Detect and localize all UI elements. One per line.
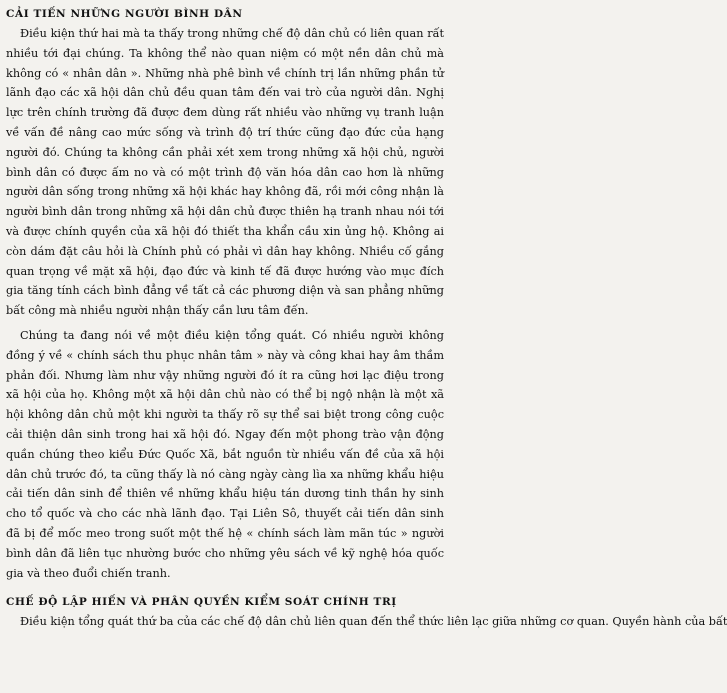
paragraph-common-people-2: Chúng ta đang nói về một điều kiện tổng quát. Có nhiều người không đồng ý về « chính sách thu phục nhân tâm » này và công khai hay âm thầm phản đối. Nhưng làm như vậy những người đó ít ra cũng hơi lạc điệu trong xã hội của họ. Không một xã hội dân chủ nào có thể bị ngộ nhận là một xã hội không dân chủ một khi người ta thấy rõ sự thể sai biệt trong công cuộc cải thiện dân sinh trong hai xã hội đó. Ngay đến một phong trào vận động quần chúng theo kiểu Đức Quốc Xã, bắt nguồn từ nhiều vấn đề của xã hội dân chủ trước đó, ta cũng thấy là nó càng ngày càng lìa xa những khẩu hiệu cải tiến dân sinh để thiên về những khẩu hiệu tán dương tinh thần hy sinh cho tổ quốc và cho các nhà lãnh đạo. Tại Liên Sô, thuyết cải tiến dân sinh đã bị để mốc meo trong suốt một thế hệ « chính sách làm mãn túc » người bình dân đã liên tục nhường bước cho những yêu sách về kỹ nghệ hóa quốc gia và theo đuổi chiến tranh.: [6, 328, 444, 580]
paragraph-common-people-1: Điều kiện thứ hai mà ta thấy trong những chế độ dân chủ có liên quan rất nhiều tới đại chúng. Ta không thể nào quan niệm có một nền dân chủ mà không có « nhân dân ». Những nhà phê bình về chính trị lần những phần tử lãnh đạo các xã hội dân chủ đều quan tâm đến vai trò của người dân. Nghị lực trên chính trường đã được đem dùng rất nhiều vào những vụ tranh luận về vấn đề nâng cao mức sống và trình độ trí thức cũng đạo đức của hạng người đó. Chúng ta không cần phải xét xem trong những xã hội chủ, người bình dân có được ấm no và có một trình độ văn hóa dân cao hơn là những người dân sống trong những xã hội khác hay không đã, rồi mới công nhận là người bình dân trong những xã hội dân chủ được thiên hạ tranh nhau nói tới và được chính quyền của xã hội đó thiết tha khẩn cầu xin ủng hộ. Không ai còn dám đặt câu hỏi là Chính phủ có phải vì dân hay không. Nhiều cố gắng quan trọng về mặt xã hội, đạo đức và kinh tế đã được hướng vào mục đích gia tăng tính cách bình đẳng về tất cả các phương diện và san phẳng những bất công mà nhiều người nhận thấy cần lưu tâm đến.: [6, 27, 444, 318]
section-heading-constitutionalism: CHẾ ĐỘ LẬP HIẾN VÀ PHÂN QUYỀN KIỂM SOÁT CHÍNH TRỊ: [6, 596, 397, 609]
section-heading-improving-common-people: CẢI TIẾN NHỮNG NGƯỜI BÌNH DÂN: [6, 8, 243, 20]
paragraph-constitutionalism-1: Điều kiện tổng quát thứ ba của các chế độ dân chủ liên quan đến thể thức liên lạc giữa những cơ quan. Quyền hành của bất: [20, 615, 727, 629]
document-page: [6, 4, 727, 632]
